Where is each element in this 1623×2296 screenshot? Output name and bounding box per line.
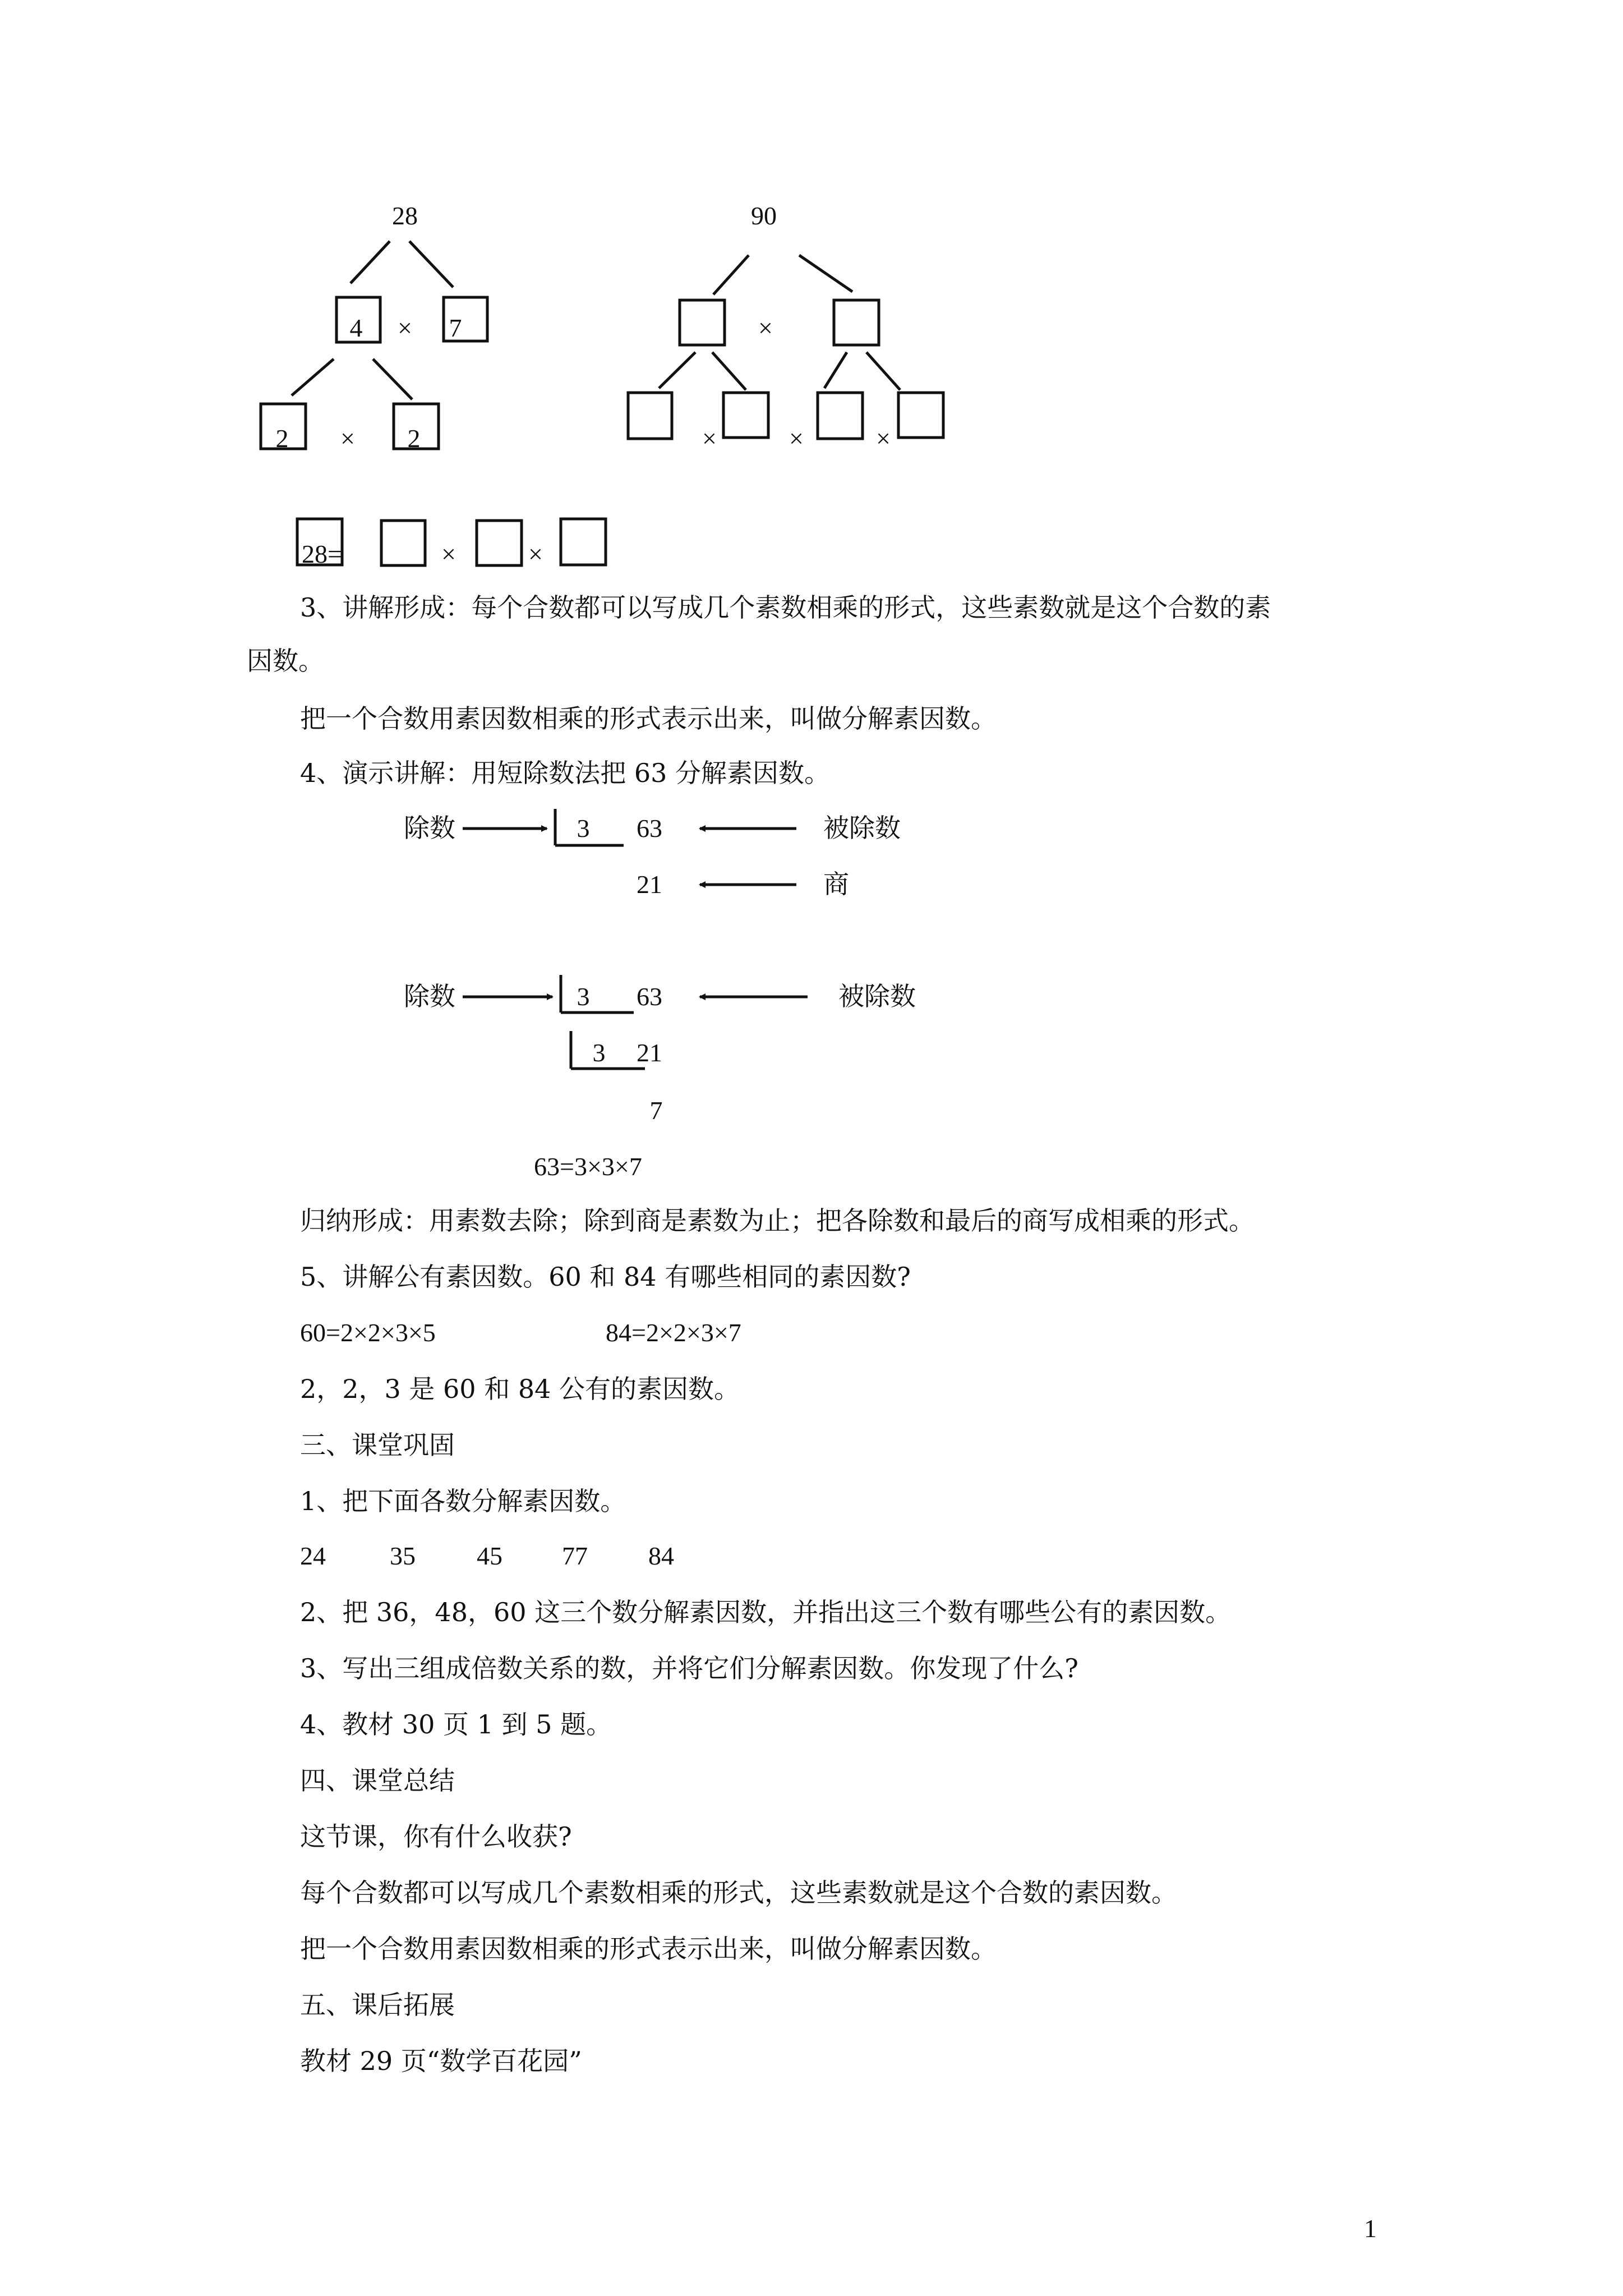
exercise-1: 1、把下面各数分解素因数。 <box>300 1486 626 1516</box>
tree28-times-1: × <box>398 314 412 342</box>
ex2-divisor1: 3 <box>577 982 590 1011</box>
section-3-heading: 三、课堂巩固 <box>300 1430 455 1460</box>
ex1-quotient: 21 <box>637 870 662 899</box>
paragraph-3-continued: 因数。 <box>247 646 324 676</box>
tree28-value-2a: 2 <box>275 424 289 453</box>
division-result: 63=3×3×7 <box>534 1152 642 1178</box>
label-divisor-1: 除数 <box>404 813 455 843</box>
summary-statement-2: 把一个合数用素因数相乘的形式表示出来，叫做分解素因数。 <box>300 1934 997 1964</box>
summary-statement-1: 每个合数都可以写成几个素数相乘的形式，这些素数就是这个合数的素因数。 <box>300 1878 1177 1908</box>
exercise-number: 77 <box>562 1542 588 1570</box>
result-times-2: × <box>528 540 543 568</box>
exercise-3: 3、写出三组成倍数关系的数，并将它们分解素因数。你发现了什么? <box>300 1653 1078 1683</box>
tree28-value-2b: 2 <box>407 424 421 453</box>
factorization-84: 84=2×2×3×7 <box>606 1318 741 1347</box>
paragraph-5-common: 5、讲解公有素因数。60 和 84 有哪些相同的素因数? <box>300 1262 911 1292</box>
paragraph-3-explain: 3、讲解形成：每个合数都可以写成几个素数相乘的形式，这些素数就是这个合数的素 <box>300 592 1271 623</box>
paragraph-summary-method: 归纳形成：用素数去除；除到商是素数为止；把各除数和最后的商写成相乘的形式。 <box>300 1205 1255 1236</box>
ex2-divisor2: 3 <box>592 1038 606 1067</box>
label-dividend-2: 被除数 <box>838 981 916 1011</box>
exercise-4: 4、教材 30 页 1 到 5 题。 <box>300 1709 612 1740</box>
tree28-value-4: 4 <box>349 314 363 342</box>
factorization-60: 60=2×2×3×5 <box>300 1318 436 1347</box>
label-divisor-2: 除数 <box>404 981 455 1011</box>
tree28-result-prefix: 28= <box>302 540 342 568</box>
exercise-number: 24 <box>300 1542 326 1570</box>
exercise-number: 35 <box>390 1542 416 1570</box>
page-number: 1 <box>1364 2214 1377 2243</box>
section-5-heading: 五、课后拓展 <box>300 1990 455 2020</box>
ex2-dividend: 63 <box>637 982 662 1011</box>
tree90-times-3: × <box>789 424 804 453</box>
extension-reference: 教材 29 页“数学百花园” <box>300 2046 582 2076</box>
ex1-divisor: 3 <box>577 814 590 843</box>
exercise-2: 2、把 36，48，60 这三个数分解素因数，并指出这三个数有哪些公有的素因数。 <box>300 1597 1232 1627</box>
ex2-last: 7 <box>649 1096 663 1125</box>
exercise-number: 84 <box>648 1542 674 1570</box>
paragraph-definition: 把一个合数用素因数相乘的形式表示出来，叫做分解素因数。 <box>300 703 997 734</box>
label-quotient: 商 <box>823 869 849 899</box>
exercise-number: 45 <box>477 1542 502 1570</box>
tree90-times-4: × <box>876 424 891 453</box>
tree28-root: 28 <box>392 201 418 230</box>
paragraph-4-demo: 4、演示讲解：用短除数法把 63 分解素因数。 <box>300 758 831 788</box>
tree28-value-7: 7 <box>449 314 462 342</box>
tree90-times-2: × <box>702 424 717 453</box>
ex1-dividend: 63 <box>637 814 662 843</box>
tree90-root: 90 <box>751 201 777 230</box>
label-dividend-1: 被除数 <box>823 813 901 843</box>
paragraph-common-factors: 2，2，3 是 60 和 84 公有的素因数。 <box>300 1374 740 1404</box>
ex2-mid: 21 <box>637 1038 662 1067</box>
tree28-times-2: × <box>340 424 355 453</box>
result-times-1: × <box>441 540 456 568</box>
section-4-heading: 四、课堂总结 <box>300 1765 455 1796</box>
summary-question: 这节课，你有什么收获? <box>300 1821 572 1852</box>
tree90-times-1: × <box>758 314 773 342</box>
